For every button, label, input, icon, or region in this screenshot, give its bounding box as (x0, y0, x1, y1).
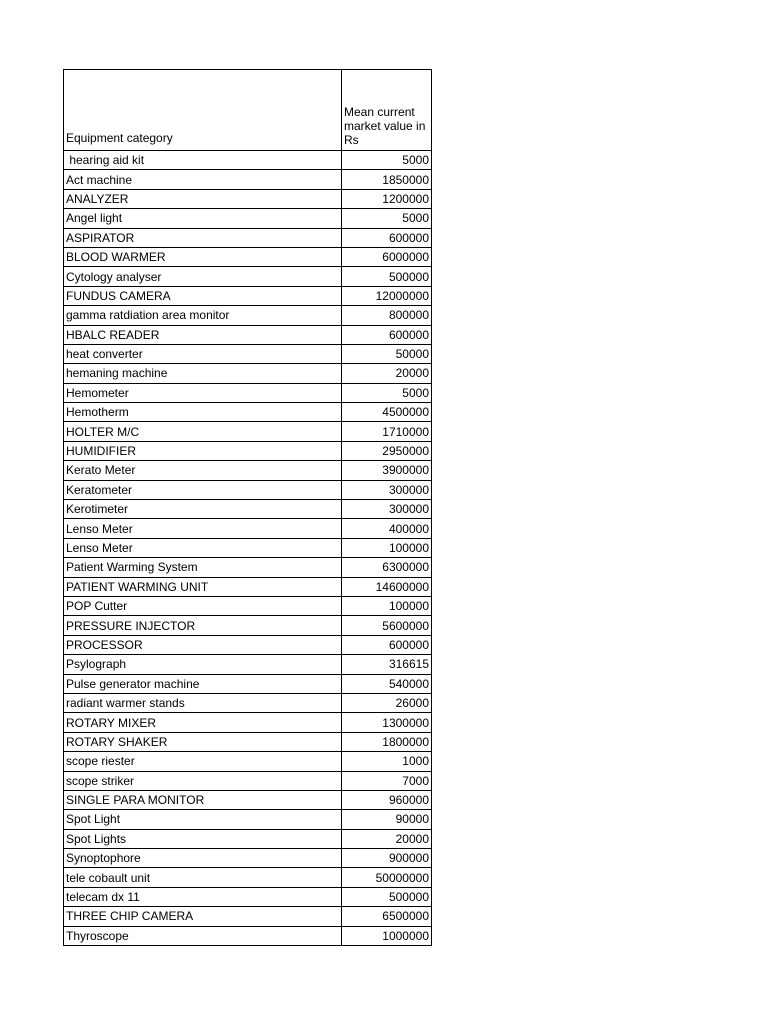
equipment-category-cell: BLOOD WARMER (64, 247, 342, 266)
table-row (64, 849, 432, 868)
table-row (64, 538, 432, 557)
market-value-cell: 800000 (342, 306, 432, 325)
equipment-category-cell: telecam dx 11 (64, 887, 342, 906)
table-row (64, 558, 432, 577)
table-row (64, 480, 432, 499)
market-value-cell: 4500000 (342, 403, 432, 422)
table-row (64, 422, 432, 441)
market-value-cell: 5600000 (342, 616, 432, 635)
table-row (64, 247, 432, 266)
equipment-category-cell: Act machine (64, 170, 342, 189)
equipment-category-cell: Kerotimeter (64, 500, 342, 519)
equipment-category-cell: Hemometer (64, 383, 342, 402)
market-value-cell: 600000 (342, 228, 432, 247)
equipment-category-cell: Psylograph (64, 655, 342, 674)
market-value-cell: 6500000 (342, 907, 432, 926)
table-row (64, 752, 432, 771)
table-row (64, 189, 432, 208)
table-row (64, 267, 432, 286)
table-row (64, 829, 432, 848)
table-row (64, 635, 432, 654)
table-row (64, 383, 432, 402)
market-value-cell: 100000 (342, 538, 432, 557)
table-row (64, 500, 432, 519)
table-row (64, 674, 432, 693)
market-value-cell: 100000 (342, 596, 432, 615)
market-value-cell: 7000 (342, 771, 432, 790)
table-row (64, 926, 432, 945)
equipment-category-cell: scope riester (64, 752, 342, 771)
equipment-category-cell: tele cobault unit (64, 868, 342, 887)
table-row (64, 577, 432, 596)
market-value-cell: 14600000 (342, 577, 432, 596)
equipment-category-cell: hemaning machine (64, 364, 342, 383)
table-row (64, 771, 432, 790)
table-row (64, 596, 432, 615)
market-value-cell: 20000 (342, 829, 432, 848)
equipment-category-cell: Lenso Meter (64, 519, 342, 538)
market-value-cell: 6000000 (342, 247, 432, 266)
market-value-cell: 90000 (342, 810, 432, 829)
equipment-category-cell: gamma ratdiation area monitor (64, 306, 342, 325)
market-value-cell: 26000 (342, 693, 432, 712)
table-row (64, 790, 432, 809)
table-row (64, 810, 432, 829)
equipment-category-cell: Thyroscope (64, 926, 342, 945)
equipment-category-cell: PRESSURE INJECTOR (64, 616, 342, 635)
equipment-category-cell: scope striker (64, 771, 342, 790)
equipment-category-cell: ANALYZER (64, 189, 342, 208)
market-value-cell: 1850000 (342, 170, 432, 189)
market-value-cell: 5000 (342, 151, 432, 170)
table-row (64, 228, 432, 247)
equipment-category-cell: HBALC READER (64, 325, 342, 344)
market-value-cell: 5000 (342, 209, 432, 228)
market-value-cell: 1800000 (342, 732, 432, 751)
market-value-cell: 316615 (342, 655, 432, 674)
equipment-category-cell: Hemotherm (64, 403, 342, 422)
equipment-category-header: Equipment category (64, 70, 342, 151)
equipment-category-cell: radiant warmer stands (64, 693, 342, 712)
market-value-cell: 540000 (342, 674, 432, 693)
table-row (64, 616, 432, 635)
equipment-category-cell: ROTARY SHAKER (64, 732, 342, 751)
table-row (64, 461, 432, 480)
table-body (64, 151, 432, 946)
equipment-category-cell: FUNDUS CAMERA (64, 286, 342, 305)
market-value-cell: 50000 (342, 344, 432, 363)
market-value-cell: 5000 (342, 383, 432, 402)
table-row (64, 403, 432, 422)
market-value-cell: 300000 (342, 480, 432, 499)
equipment-category-cell: Angel light (64, 209, 342, 228)
market-value-cell: 1710000 (342, 422, 432, 441)
equipment-category-cell: Cytology analyser (64, 267, 342, 286)
table-row (64, 325, 432, 344)
table-row (64, 344, 432, 363)
table-row (64, 693, 432, 712)
equipment-category-cell: PATIENT WARMING UNIT (64, 577, 342, 596)
equipment-category-cell: Spot Light (64, 810, 342, 829)
table-row (64, 286, 432, 305)
table-row (64, 151, 432, 170)
equipment-category-cell: SINGLE PARA MONITOR (64, 790, 342, 809)
equipment-category-cell: heat converter (64, 344, 342, 363)
market-value-cell: 1000 (342, 752, 432, 771)
equipment-category-cell: ROTARY MIXER (64, 713, 342, 732)
equipment-category-cell: Pulse generator machine (64, 674, 342, 693)
market-value-cell: 1200000 (342, 189, 432, 208)
equipment-category-cell: Patient Warming System (64, 558, 342, 577)
equipment-category-cell: hearing aid kit (64, 151, 342, 170)
market-value-cell: 12000000 (342, 286, 432, 305)
market-value-cell: 600000 (342, 325, 432, 344)
market-value-cell: 50000000 (342, 868, 432, 887)
table-row (64, 887, 432, 906)
table-row (64, 655, 432, 674)
table-row (64, 732, 432, 751)
equipment-category-cell: Synoptophore (64, 849, 342, 868)
market-value-cell: 6300000 (342, 558, 432, 577)
equipment-category-cell: PROCESSOR (64, 635, 342, 654)
equipment-category-cell: HUMIDIFIER (64, 441, 342, 460)
table-row (64, 713, 432, 732)
market-value-cell: 500000 (342, 267, 432, 286)
market-value-cell: 400000 (342, 519, 432, 538)
market-value-cell: 500000 (342, 887, 432, 906)
equipment-category-cell: THREE CHIP CAMERA (64, 907, 342, 926)
equipment-category-cell: Keratometer (64, 480, 342, 499)
equipment-category-cell: ASPIRATOR (64, 228, 342, 247)
market-value-cell: 1300000 (342, 713, 432, 732)
equipment-category-cell: Kerato Meter (64, 461, 342, 480)
table-row (64, 306, 432, 325)
market-value-cell: 2950000 (342, 441, 432, 460)
market-value-cell: 900000 (342, 849, 432, 868)
market-value-cell: 960000 (342, 790, 432, 809)
equipment-value-table (63, 69, 432, 946)
equipment-category-cell: HOLTER M/C (64, 422, 342, 441)
market-value-cell: 300000 (342, 500, 432, 519)
market-value-cell: 3900000 (342, 461, 432, 480)
table-row (64, 209, 432, 228)
market-value-cell: 1000000 (342, 926, 432, 945)
table-row (64, 907, 432, 926)
market-value-cell: 600000 (342, 635, 432, 654)
table-row (64, 364, 432, 383)
header-row (64, 70, 432, 151)
table-row (64, 441, 432, 460)
market-value-cell: 20000 (342, 364, 432, 383)
table-row (64, 868, 432, 887)
equipment-category-cell: Lenso Meter (64, 538, 342, 557)
equipment-category-cell: POP Cutter (64, 596, 342, 615)
market-value-header: Mean current market value in Rs (342, 70, 432, 151)
table-row (64, 519, 432, 538)
table-row (64, 170, 432, 189)
equipment-category-cell: Spot Lights (64, 829, 342, 848)
